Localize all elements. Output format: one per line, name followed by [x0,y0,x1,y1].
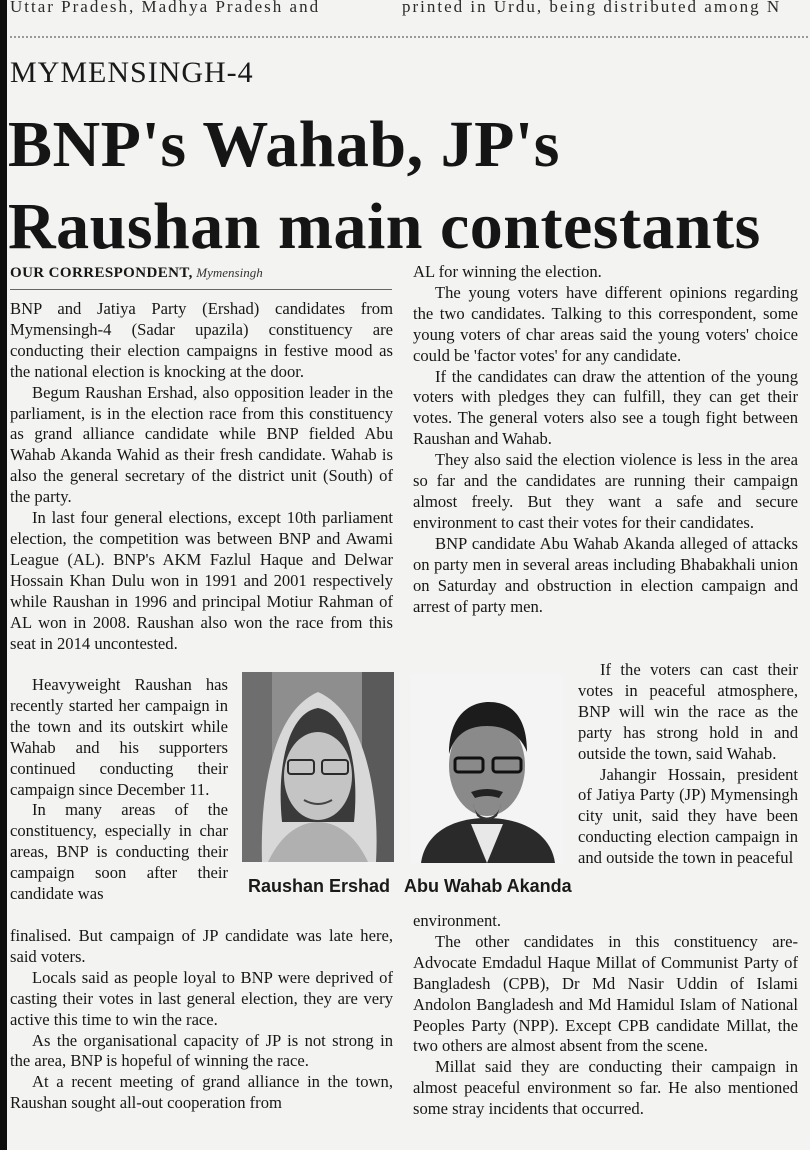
column-2-top [413,262,798,617]
paragraph: Heavyweight Raushan has recently started her campaign in the town and its outskirt while Wahab and his supporters continued conducting their campaign since December 11. [10,675,228,799]
strip-left-text: Uttar Pradesh, Madhya Pradesh and [10,0,321,16]
paragraph: They also said the election violence is less in the area so far and the candidates are running their campaign almost freely. But they want a safe and secure environment to cast their votes for their candidates. [413,450,798,532]
column-2-wrap [578,660,798,869]
paragraph: Locals said as people loyal to BNP were deprived of casting their votes in last general election, they are very active this time to win the race. [10,967,393,1029]
paragraph: Jahangir Hossain, president of Jatiya Party (JP) Mymensingh city unit, said they have been conducting election campaign in and outside the town in peaceful [578,764,798,868]
paragraph: If the voters can cast their votes in peaceful atmosphere, BNP will win the race as the party has strong hold in and outside the town, said Wahab. [578,660,798,763]
column-1-top [10,299,393,654]
photo-raushan-ershad [242,672,394,862]
paragraph: The other candidates in this constituency are-Advocate Emdadul Haque Millat of Communist Party of Bangladesh (CPB), Dr Md Nasir Uddin of Islami Andolon Bangladesh and Md Hamidul Islam of National Peoples Party (NPP). Except CPB candidate Millat, the two others are almost absent from the scene. [413,931,798,1056]
article-headline: BNP's Wahab, JP's Raushan main contestants [8,108,761,263]
paragraph: At a recent meeting of grand alliance in the town, Raushan sought all-out cooperation from [10,1072,393,1113]
column-2-bottom [413,911,798,1120]
photo-caption-wahab: Abu Wahab Akanda [404,876,572,896]
paragraph: environment. [413,911,502,930]
column-1-wrap [10,675,228,905]
left-edge-rule [0,0,7,1150]
photo-abu-wahab-akanda [411,674,563,863]
kicker-text: MYMENSINGH-4 [10,56,254,89]
column-1-bottom [10,926,393,1114]
paragraph: If the candidates can draw the attention of the young voters with pledges they can fulfill, they can get their votes. The general voters also see a tough fight between Raushan and Wahab. [413,366,798,449]
byline [10,265,392,290]
paragraph: In last four general elections, except 10th parliament election, the competition was between BNP and Awami League (AL). BNP's AKM Fazlul Haque and Delwar Hossain Khan Dulu won in 1991 and 2001 respectively while Raushan in 1996 and principal Motiur Rahman of AL won in 2008. Raushan also won the race from this seat in 2014 uncontested. [10,508,393,653]
paragraph: BNP and Jatiya Party (Ershad) candidates from Mymensingh-4 (Sadar upazila) constituency are conducting their election campaigns in festive mood as the national election is knocking at the door. [10,299,393,381]
strip-right-text: printed in Urdu, being distributed among N [402,0,782,16]
paragraph: Begum Raushan Ershad, also opposition leader in the parliament, is in the election race from this constituency as grand alliance candidate while BNP fielded Abu Wahab Akanda Wahid as their fresh candidate. Wahab is also the general secretary of the district unit (South) of the party. [10,382,393,507]
paragraph: Millat said they are conducting their campaign in almost peaceful environment so far. He also mentioned some stray incidents that occurred. [413,1057,798,1119]
paragraph: In many areas of the constituency, especially in char areas, BNP is conducting their campaign soon after their candidate was [10,800,228,904]
previous-article-strip [10,0,810,19]
dotted-divider [10,36,808,38]
article-kicker [10,56,254,90]
byline-name: OUR CORRESPONDENT, [10,265,193,281]
paragraph: The young voters have different opinions regarding the two candidates. Talking to this correspondent, some young voters of char areas said the young voters' choice could be 'factor votes' for any candidate. [413,282,798,365]
paragraph: BNP candidate Abu Wahab Akanda alleged of attacks on party men in several areas including Bhabakhali union on Saturday and obstruction in election campaign and arrest of party men. [413,533,798,616]
paragraph: AL for winning the election. [413,262,602,281]
paragraph: As the organisational capacity of JP is not strong in the area, BNP is hopeful of winning the race. [10,1030,393,1071]
byline-place: Mymensingh [196,265,263,280]
paragraph: finalised. But campaign of JP candidate was late here, said voters. [10,926,393,966]
photo-caption-raushan: Raushan Ershad [247,876,391,896]
